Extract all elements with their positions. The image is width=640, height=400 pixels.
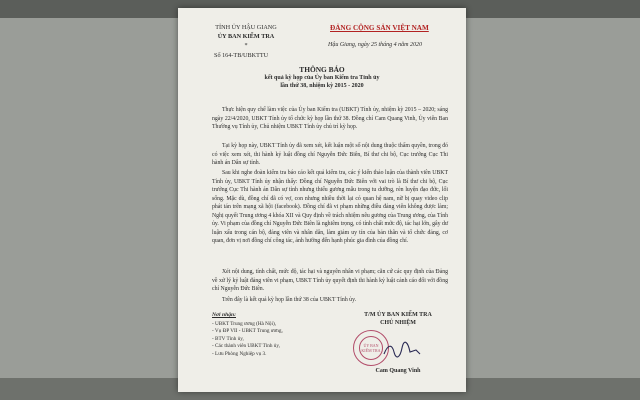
separator-mark: *: [244, 42, 248, 49]
recipients-label: Nơi nhận:: [212, 312, 236, 318]
handwritten-signature: [382, 340, 422, 360]
signature-org: T/M ỦY BAN KIỂM TRA: [364, 312, 432, 318]
doc-subtitle-1: kết quả kỳ họp của Ủy ban Kiểm tra Tỉnh ủy: [264, 75, 380, 81]
paragraph-3: Sau khi nghe đoàn kiểm tra báo cáo kết quả kiểm tra, các ý kiến thảo luận của thành viên UBKT Tỉnh ủy, UBKT Tỉnh ủy nhận thấy: Đồng chí Nguyễn Đức Biên với vai trò là Bí thư chi bộ, Cục trưởng Cục Thi hành án Dân sự tỉnh nhưng thiếu gương mẫu trong tu dưỡng, rèn luyện đạo đức, lối sống. Mặc dù, đồng chí đã có vợ, con nhưng nhiều thời lại có quan hệ nam, nữ bị quay video clip phát tán trên mạng xã hội (facebook). Đồng chí đã vi phạm những điều đảng viên không được làm; Nghị quyết Trung ương 4 khóa XII và Quy định về trách nhiệm nêu gương của Trung ương, của Tỉnh ủy. Vi phạm của đồng chí Nguyễn Đức Biên là nghiêm trọng, có tính chất mức độ, tác hại lớn, gây dư luận xấu trong cán bộ, đảng viên và nhân dân, làm giảm uy tín của bản thân và tổ chức đảng, cơ quan, đơn vị nơi đồng chí công tác, ảnh hưởng đến hạnh phúc gia đình của đồng chí.: [212, 170, 448, 245]
paragraph-4: Xét nội dung, tính chất, mức độ, tác hại và nguyên nhân vi phạm; căn cứ các quy định của Đảng về xử lý kỷ luật đảng viên vi phạm, UBKT Tỉnh ủy quyết định thi hành kỷ luật cảnh cáo đối với đồng chí Nguyễn Đức Biên.: [212, 269, 448, 293]
paragraph-5: Trên đây là kết quả kỳ họp lần thứ 38 của UBKT Tỉnh ủy.: [222, 297, 357, 303]
party-header: ĐẢNG CỘNG SẢN VIỆT NAM: [330, 24, 429, 32]
doc-number: Số 164-TB/UBKTTU: [214, 52, 269, 59]
recipient-item: - BTV Tỉnh ủy,: [212, 335, 244, 342]
org-parent: TỈNH ỦY HẬU GIANG: [215, 24, 277, 31]
paragraph-1: Thực hiện quy chế làm việc của Ủy ban Kiểm tra (UBKT) Tỉnh ủy, nhiệm kỳ 2015 – 2020; sáng ngày 22/4/2020, UBKT Tỉnh ủy tổ chức kỳ họp lần thứ 38. Đồng chí Cam Quang Vinh, Ủy viên Ban Thường vụ Tỉnh ủy, Chủ nhiệm UBKT Tỉnh ủy chủ trì kỳ họp.: [212, 107, 448, 131]
recipients-list: [212, 321, 283, 358]
signature-role: CHỦ NHIỆM: [380, 320, 416, 326]
recipient-item: - Các thành viên UBKT Tỉnh ủy,: [212, 343, 280, 350]
document-page: [178, 8, 466, 392]
org-name: ỦY BAN KIỂM TRA: [217, 33, 275, 40]
doc-subtitle-2: lần thứ 38, nhiệm kỳ 2015 - 2020: [280, 83, 364, 89]
recipient-item: - Lưu Phòng Nghiệp vụ 3.: [212, 350, 267, 357]
recipient-item: - Vụ ĐP VII - UBKT Trung ương,: [212, 328, 283, 335]
recipient-item: - UBKT Trung ương (Hà Nội),: [212, 321, 276, 327]
doc-title: THÔNG BÁO: [299, 65, 345, 74]
place-date: Hậu Giang, ngày 25 tháng 4 năm 2020: [328, 42, 422, 48]
seal-text: ỦY BAN KIỂM TRA: [361, 343, 381, 353]
paragraph-2: Tại kỳ họp này, UBKT Tỉnh ủy đã xem xét, kết luận một số nội dung thuộc thẩm quyền, trong đó có việc xem xét, thi hành kỷ luật đồng chí Nguyễn Đức Biên, Bí thư chi bộ, Cục trưởng Cục Thi hành án Dân sự tỉnh.: [212, 143, 448, 167]
signer-name: Cam Quang Vinh: [375, 368, 421, 374]
